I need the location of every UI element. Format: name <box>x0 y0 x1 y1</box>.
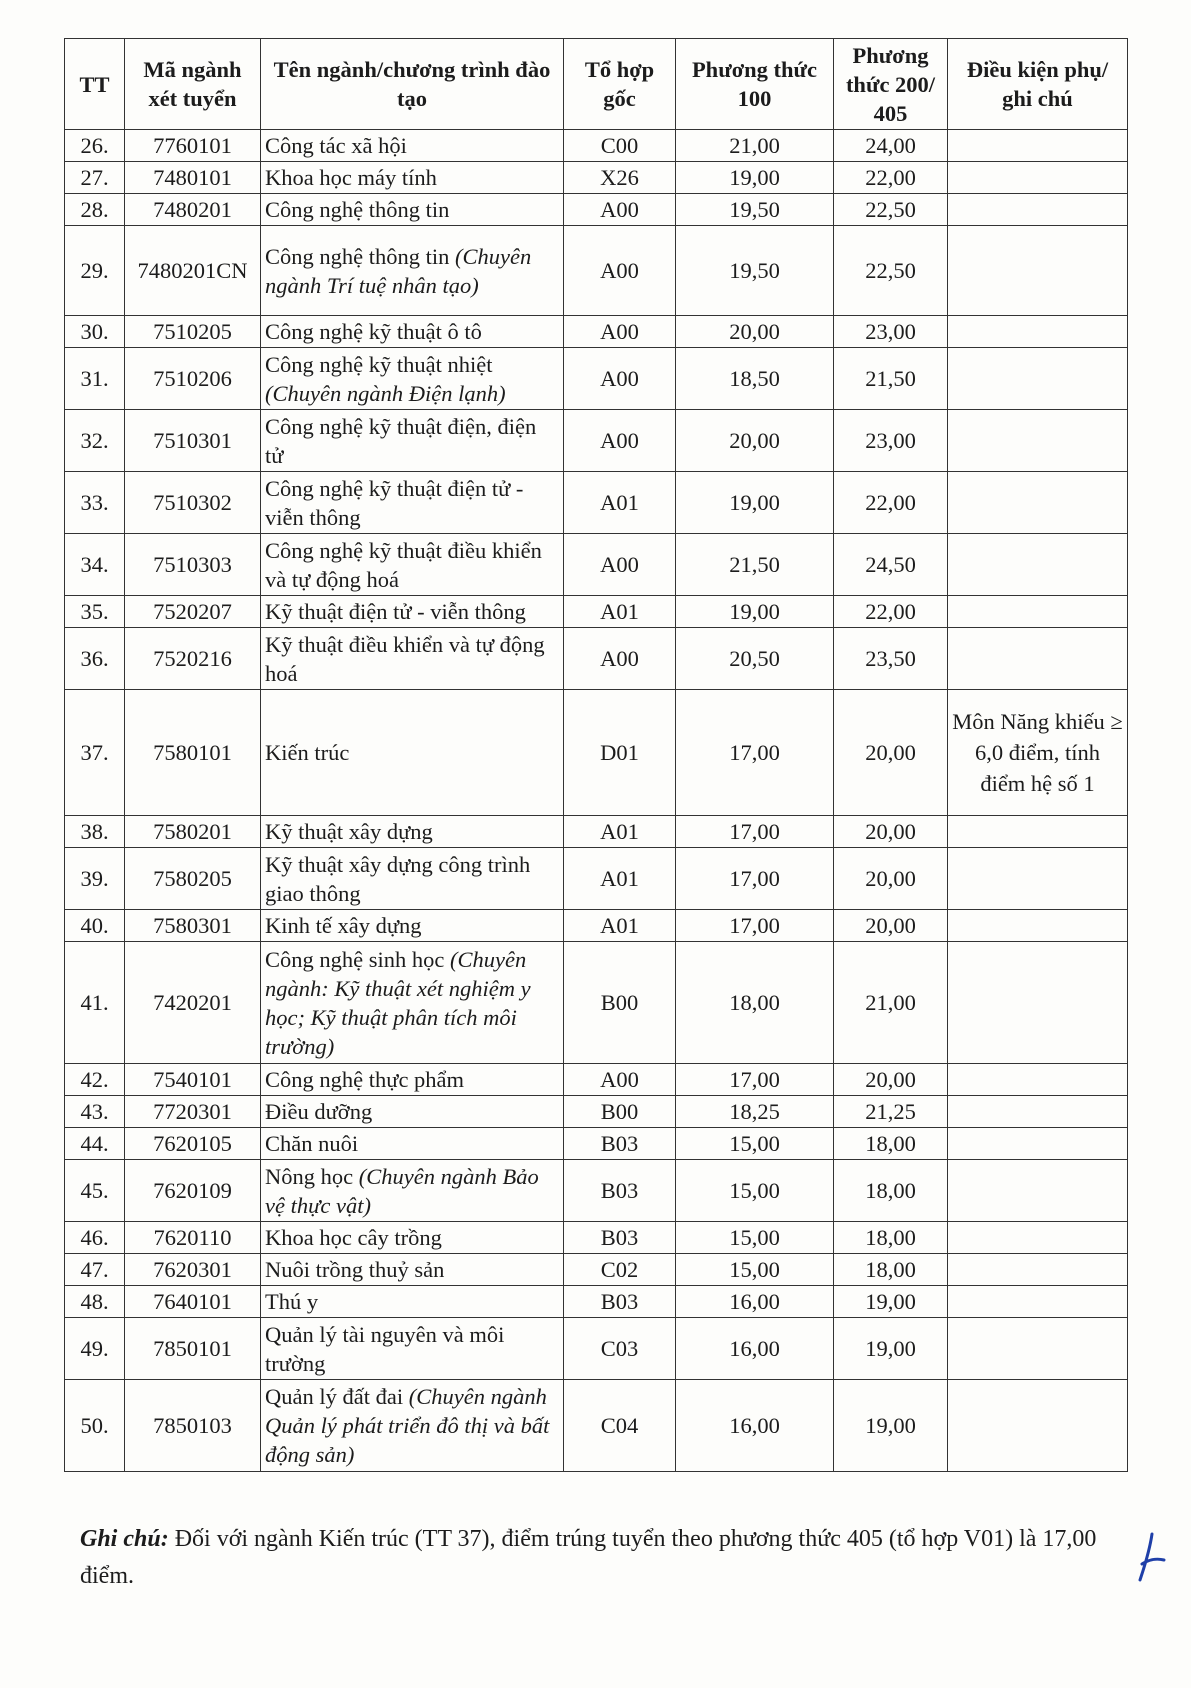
row-combo: A01 <box>564 596 676 628</box>
row-combo: A00 <box>564 628 676 690</box>
row-combo: B03 <box>564 1222 676 1254</box>
program-name-text: Công nghệ kỹ thuật điện, điện tử <box>265 413 537 468</box>
row-method-100: 21,50 <box>676 534 834 596</box>
table-row <box>65 910 1128 942</box>
row-combo: C02 <box>564 1254 676 1286</box>
row-method-200-405: 20,00 <box>834 816 948 848</box>
row-note <box>948 1096 1128 1128</box>
row-combo: D01 <box>564 690 676 816</box>
row-code: 7480101 <box>125 162 261 194</box>
row-note <box>948 1286 1128 1318</box>
program-name-text: Kỹ thuật xây dựng <box>265 819 433 844</box>
row-code: 7720301 <box>125 1096 261 1128</box>
row-tt: 31. <box>65 348 125 410</box>
row-combo: A00 <box>564 194 676 226</box>
row-combo: B03 <box>564 1286 676 1318</box>
row-method-200-405: 19,00 <box>834 1286 948 1318</box>
row-program-name <box>261 534 564 596</box>
row-method-100: 19,50 <box>676 194 834 226</box>
program-name-text: Công nghệ kỹ thuật ô tô <box>265 319 482 344</box>
program-name-text: Kiến trúc <box>265 740 350 765</box>
row-method-200-405: 24,50 <box>834 534 948 596</box>
row-method-100: 15,00 <box>676 1128 834 1160</box>
row-combo: B03 <box>564 1128 676 1160</box>
program-name-text: Công nghệ kỹ thuật điện tử - viễn thông <box>265 475 524 530</box>
row-method-200-405: 18,00 <box>834 1160 948 1222</box>
program-name-text: Công tác xã hội <box>265 133 407 158</box>
program-name-text: Công nghệ thực phẩm <box>265 1067 465 1092</box>
row-program-name <box>261 942 564 1064</box>
row-code: 7580301 <box>125 910 261 942</box>
row-note <box>948 848 1128 910</box>
row-note <box>948 348 1128 410</box>
row-code: 7510303 <box>125 534 261 596</box>
row-tt: 49. <box>65 1318 125 1380</box>
row-tt: 41. <box>65 942 125 1064</box>
row-note <box>948 162 1128 194</box>
row-method-200-405: 22,50 <box>834 226 948 316</box>
row-tt: 26. <box>65 130 125 162</box>
row-note <box>948 816 1128 848</box>
table-row <box>65 534 1128 596</box>
signature-mark <box>1130 1530 1170 1590</box>
row-note <box>948 1380 1128 1472</box>
row-method-100: 20,00 <box>676 410 834 472</box>
program-name-text: Chăn nuôi <box>265 1131 359 1156</box>
row-method-100: 19,50 <box>676 226 834 316</box>
row-method-100: 15,00 <box>676 1254 834 1286</box>
row-program-name <box>261 226 564 316</box>
row-tt: 27. <box>65 162 125 194</box>
row-code: 7620109 <box>125 1160 261 1222</box>
table-row <box>65 472 1128 534</box>
program-name-text: Điều dưỡng <box>265 1099 373 1124</box>
table-header-row <box>65 39 1128 130</box>
program-name-text: Thú y <box>265 1289 319 1314</box>
row-code: 7620105 <box>125 1128 261 1160</box>
program-name-text: Công nghệ sinh học <box>265 946 445 972</box>
row-method-200-405: 23,00 <box>834 410 948 472</box>
row-combo: A00 <box>564 316 676 348</box>
row-tt: 45. <box>65 1160 125 1222</box>
row-code: 7480201 <box>125 194 261 226</box>
header-note: Điều kiện phụ/ ghi chú <box>948 39 1128 130</box>
table-row <box>65 848 1128 910</box>
row-program-name <box>261 348 564 410</box>
header-code: Mã ngành xét tuyển <box>125 39 261 130</box>
row-method-100: 20,50 <box>676 628 834 690</box>
header-method-100: Phương thức 100 <box>676 39 834 130</box>
row-method-100: 16,00 <box>676 1380 834 1472</box>
program-specialization-text: (Chuyên ngành Trí tuệ nhân tạo) <box>265 243 532 298</box>
table-row <box>65 1380 1128 1472</box>
row-combo: C03 <box>564 1318 676 1380</box>
header-name: Tên ngành/chương trình đào tạo <box>261 39 564 130</box>
row-method-200-405: 20,00 <box>834 910 948 942</box>
row-note: Môn Năng khiếu ≥ 6,0 điểm, tính điểm hệ số 1 <box>948 690 1128 816</box>
program-specialization-text: (Chuyên ngành Bảo vệ thực vật) <box>265 1163 539 1218</box>
row-note <box>948 316 1128 348</box>
program-name-text: Quản lý tài nguyên và môi trường <box>265 1321 505 1376</box>
table-row <box>65 1128 1128 1160</box>
row-code: 7580205 <box>125 848 261 910</box>
row-program-name <box>261 910 564 942</box>
table-row <box>65 942 1128 1064</box>
row-code: 7580201 <box>125 816 261 848</box>
row-code: 7510206 <box>125 348 261 410</box>
row-code: 7640101 <box>125 1286 261 1318</box>
table-row <box>65 816 1128 848</box>
row-note <box>948 1222 1128 1254</box>
table-row <box>65 162 1128 194</box>
row-method-200-405: 22,50 <box>834 194 948 226</box>
row-method-200-405: 20,00 <box>834 848 948 910</box>
row-code: 7850103 <box>125 1380 261 1472</box>
row-method-200-405: 23,50 <box>834 628 948 690</box>
row-combo: A00 <box>564 348 676 410</box>
row-program-name <box>261 1064 564 1096</box>
row-method-100: 19,00 <box>676 472 834 534</box>
row-combo: A00 <box>564 226 676 316</box>
table-row <box>65 1096 1128 1128</box>
table-row <box>65 1064 1128 1096</box>
row-tt: 43. <box>65 1096 125 1128</box>
program-name-text: Kinh tế xây dựng <box>265 913 422 938</box>
admission-score-table <box>64 38 1128 1472</box>
row-tt: 29. <box>65 226 125 316</box>
row-note <box>948 1160 1128 1222</box>
row-method-100: 21,00 <box>676 130 834 162</box>
row-tt: 38. <box>65 816 125 848</box>
row-combo: A00 <box>564 1064 676 1096</box>
row-code: 7520216 <box>125 628 261 690</box>
row-code: 7620301 <box>125 1254 261 1286</box>
row-method-100: 17,00 <box>676 910 834 942</box>
program-name-text: Công nghệ thông tin <box>265 243 450 269</box>
program-name-text: Công nghệ thông tin <box>265 197 450 222</box>
header-tt: TT <box>65 39 125 130</box>
table-row <box>65 690 1128 816</box>
row-combo: A01 <box>564 910 676 942</box>
row-program-name <box>261 1160 564 1222</box>
table-row <box>65 1222 1128 1254</box>
row-method-200-405: 22,00 <box>834 596 948 628</box>
row-note <box>948 194 1128 226</box>
row-code: 7480201CN <box>125 226 261 316</box>
table-row <box>65 130 1128 162</box>
row-code: 7420201 <box>125 942 261 1064</box>
table-row <box>65 226 1128 316</box>
row-tt: 30. <box>65 316 125 348</box>
row-method-100: 18,50 <box>676 348 834 410</box>
row-program-name <box>261 596 564 628</box>
row-method-100: 17,00 <box>676 1064 834 1096</box>
row-program-name <box>261 628 564 690</box>
row-tt: 37. <box>65 690 125 816</box>
row-method-200-405: 18,00 <box>834 1254 948 1286</box>
row-method-100: 17,00 <box>676 848 834 910</box>
row-program-name <box>261 816 564 848</box>
row-combo: B00 <box>564 1096 676 1128</box>
row-code: 7510205 <box>125 316 261 348</box>
row-program-name <box>261 410 564 472</box>
program-name-text: Nông học <box>265 1163 354 1189</box>
program-specialization-text: (Chuyên ngành: Kỹ thuật xét nghiệm y học; Kỹ thuật phân tích môi trường) <box>265 946 531 1059</box>
row-program-name <box>261 1380 564 1472</box>
program-name-text: Kỹ thuật điện tử - viễn thông <box>265 599 526 624</box>
row-tt: 32. <box>65 410 125 472</box>
row-program-name <box>261 1096 564 1128</box>
row-note <box>948 942 1128 1064</box>
row-method-100: 19,00 <box>676 596 834 628</box>
row-combo: A01 <box>564 848 676 910</box>
row-method-100: 17,00 <box>676 816 834 848</box>
table-row <box>65 1286 1128 1318</box>
row-program-name <box>261 162 564 194</box>
row-tt: 44. <box>65 1128 125 1160</box>
row-method-200-405: 21,00 <box>834 942 948 1064</box>
row-method-200-405: 23,00 <box>834 316 948 348</box>
row-note <box>948 130 1128 162</box>
row-program-name <box>261 316 564 348</box>
row-tt: 36. <box>65 628 125 690</box>
row-code: 7580101 <box>125 690 261 816</box>
row-code: 7620110 <box>125 1222 261 1254</box>
row-code: 7520207 <box>125 596 261 628</box>
row-tt: 48. <box>65 1286 125 1318</box>
row-code: 7510301 <box>125 410 261 472</box>
table-row <box>65 410 1128 472</box>
table-row <box>65 628 1128 690</box>
row-method-100: 18,25 <box>676 1096 834 1128</box>
program-name-text: Kỹ thuật xây dựng công trình giao thông <box>265 851 531 906</box>
row-program-name <box>261 1254 564 1286</box>
row-tt: 46. <box>65 1222 125 1254</box>
row-code: 7510302 <box>125 472 261 534</box>
row-method-200-405: 19,00 <box>834 1318 948 1380</box>
row-combo: X26 <box>564 162 676 194</box>
table-row <box>65 316 1128 348</box>
row-tt: 34. <box>65 534 125 596</box>
row-program-name <box>261 1286 564 1318</box>
program-specialization-text: (Chuyên ngành Quản lý phát triển đô thị và bất động sản) <box>265 1384 550 1467</box>
row-method-200-405: 21,50 <box>834 348 948 410</box>
table-row <box>65 1318 1128 1380</box>
row-combo: C00 <box>564 130 676 162</box>
row-combo: C04 <box>564 1380 676 1472</box>
row-tt: 35. <box>65 596 125 628</box>
program-name-text: Khoa học máy tính <box>265 165 437 190</box>
program-specialization-text: (Chuyên ngành Điện lạnh) <box>265 380 506 406</box>
row-combo: A01 <box>564 472 676 534</box>
row-note <box>948 1254 1128 1286</box>
row-program-name <box>261 194 564 226</box>
row-tt: 42. <box>65 1064 125 1096</box>
row-method-200-405: 18,00 <box>834 1128 948 1160</box>
row-tt: 47. <box>65 1254 125 1286</box>
row-code: 7850101 <box>125 1318 261 1380</box>
row-method-200-405: 20,00 <box>834 690 948 816</box>
row-code: 7540101 <box>125 1064 261 1096</box>
row-combo: B00 <box>564 942 676 1064</box>
table-row <box>65 348 1128 410</box>
row-method-100: 18,00 <box>676 942 834 1064</box>
row-program-name <box>261 472 564 534</box>
row-tt: 40. <box>65 910 125 942</box>
row-program-name <box>261 690 564 816</box>
row-combo: A00 <box>564 410 676 472</box>
row-tt: 28. <box>65 194 125 226</box>
row-method-100: 16,00 <box>676 1286 834 1318</box>
row-method-200-405: 19,00 <box>834 1380 948 1472</box>
row-method-200-405: 22,00 <box>834 472 948 534</box>
row-combo: B03 <box>564 1160 676 1222</box>
row-method-200-405: 22,00 <box>834 162 948 194</box>
row-note <box>948 410 1128 472</box>
row-note <box>948 628 1128 690</box>
table-row <box>65 596 1128 628</box>
row-note <box>948 1064 1128 1096</box>
table-row <box>65 1160 1128 1222</box>
footnote-text: Đối với ngành Kiến trúc (TT 37), điểm trúng tuyển theo phương thức 405 (tổ hợp V01) là 17,00 điểm. <box>80 1526 1097 1589</box>
row-method-100: 16,00 <box>676 1318 834 1380</box>
table-body <box>65 130 1128 1472</box>
row-program-name <box>261 130 564 162</box>
row-note <box>948 472 1128 534</box>
row-method-100: 20,00 <box>676 316 834 348</box>
program-name-text: Kỹ thuật điều khiển và tự động hoá <box>265 631 545 686</box>
program-name-text: Công nghệ kỹ thuật nhiệt <box>265 351 493 377</box>
row-note <box>948 910 1128 942</box>
header-combo: Tổ hợp gốc <box>564 39 676 130</box>
table-row <box>65 194 1128 226</box>
footnote-label: Ghi chú: <box>80 1526 169 1552</box>
row-method-200-405: 18,00 <box>834 1222 948 1254</box>
row-program-name <box>261 1128 564 1160</box>
row-method-100: 15,00 <box>676 1222 834 1254</box>
row-note <box>948 534 1128 596</box>
row-program-name <box>261 1222 564 1254</box>
program-name-text: Nuôi trồng thuỷ sản <box>265 1257 445 1282</box>
row-method-200-405: 24,00 <box>834 130 948 162</box>
row-note <box>948 596 1128 628</box>
row-tt: 33. <box>65 472 125 534</box>
row-method-200-405: 20,00 <box>834 1064 948 1096</box>
row-program-name <box>261 1318 564 1380</box>
program-name-text: Khoa học cây trồng <box>265 1225 442 1250</box>
row-code: 7760101 <box>125 130 261 162</box>
header-method-200-405: Phương thức 200/ 405 <box>834 39 948 130</box>
row-note <box>948 1318 1128 1380</box>
row-note <box>948 1128 1128 1160</box>
row-tt: 50. <box>65 1380 125 1472</box>
row-method-100: 17,00 <box>676 690 834 816</box>
row-combo: A01 <box>564 816 676 848</box>
program-name-text: Quản lý đất đai <box>265 1384 404 1409</box>
row-combo: A00 <box>564 534 676 596</box>
row-method-100: 19,00 <box>676 162 834 194</box>
row-note <box>948 226 1128 316</box>
program-name-text: Công nghệ kỹ thuật điều khiển và tự động hoá <box>265 537 542 592</box>
table-row <box>65 1254 1128 1286</box>
row-method-200-405: 21,25 <box>834 1096 948 1128</box>
row-tt: 39. <box>65 848 125 910</box>
row-method-100: 15,00 <box>676 1160 834 1222</box>
footnote <box>80 1521 1120 1595</box>
row-program-name <box>261 848 564 910</box>
